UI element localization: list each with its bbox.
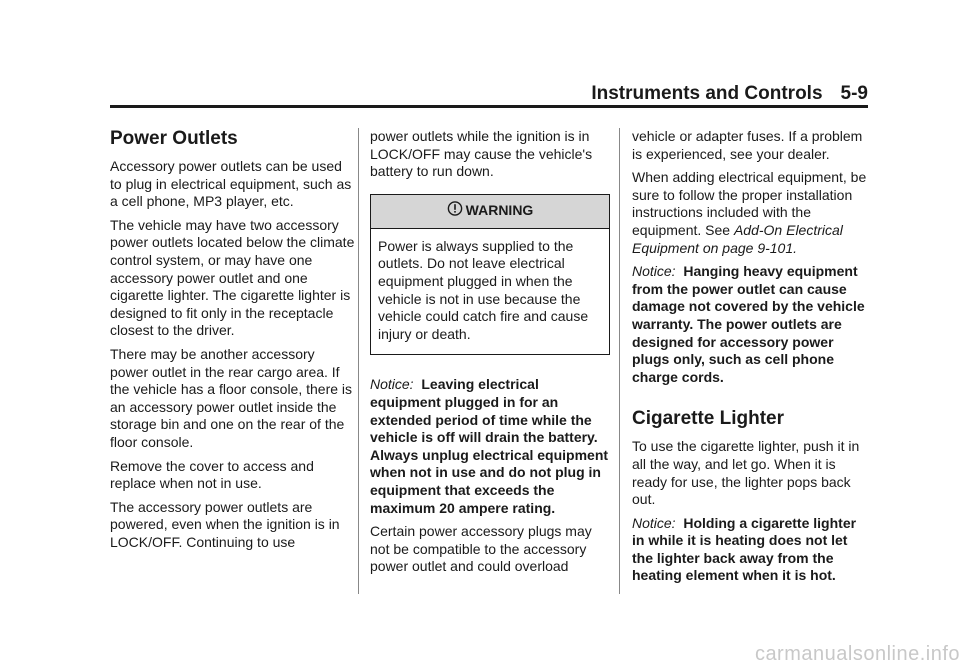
column-divider-2 (619, 128, 620, 594)
notice (370, 376, 610, 517)
paragraph: There may be another accessory power outlet in the rear cargo area. If the vehicle has a floor console, there is an accessory power outlet inside the storage bin and one on the rear of the floor console. (110, 345, 353, 450)
page-number: 5-9 (840, 83, 868, 104)
notice (632, 515, 872, 585)
column-2 (370, 128, 610, 576)
warning-header (371, 195, 609, 229)
column-divider-1 (358, 128, 359, 594)
notice-text: Holding a cigarette lighter in while it is heating does not let the lighter back away from the heating element when it is hot. (632, 514, 857, 584)
warning-box (370, 194, 610, 356)
warning-title: WARNING (465, 202, 534, 219)
header-rule (110, 105, 868, 108)
paragraph: power outlets while the ignition is in LOCK/OFF may cause the vehicle's battery to run down. (370, 128, 593, 180)
notice-text: Leaving electrical equipment plugged in for an extended period of time while the vehicle is off will drain the battery. Always unplug electrical equipment when not in use and do not plug in equipment that exceeds the maximum 20 ampere rating. (370, 376, 609, 516)
section-title: Instruments and Controls (591, 83, 823, 104)
cross-reference-link[interactable]: Add-On Electrical Equipment on page 9-101. (632, 221, 843, 256)
cigarette-lighter-heading: Cigarette Lighter (632, 408, 785, 430)
column-1 (110, 128, 356, 551)
notice-label: Notice: (632, 514, 676, 531)
install-text: When adding electrical equipment, be sure to follow the proper installation instructions included with the equipment. See (632, 169, 867, 238)
paragraph: vehicle or adapter fuses. If a problem is experienced, see your dealer. (632, 128, 863, 162)
paragraph: Remove the cover to access and replace when not in use. (110, 457, 314, 492)
notice (632, 263, 872, 386)
paragraph: Certain power accessory plugs may not be compatible to the accessory power outlet and could overload (370, 523, 592, 575)
notice-text: Hanging heavy equipment from the power outlet can cause damage not covered by the vehicle warranty. The power outlets are designed for accessory power plugs only, such as cell phone charge cords. (632, 263, 865, 385)
warning-triangle-icon (447, 201, 463, 221)
paragraph: To use the cigarette lighter, push it in all the way, and let go. When it is ready for use, the lighter pops back out. (632, 438, 860, 508)
column-3 (632, 128, 872, 585)
paragraph (632, 169, 872, 257)
paragraph: The vehicle may have two accessory power outlets located below the climate control system, or may have one accessory power outlet and one cigarette lighter. The cigarette lighter is designed to fit only in the receptacle closest to the driver. (110, 216, 355, 339)
warning-text: Power is always supplied to the outlets. Do not leave electrical equipment plugged in when the vehicle is not in use because the vehicle could catch fire and cause injury or death. (378, 237, 589, 342)
watermark: carmanualsonline.info (754, 643, 960, 665)
power-outlets-heading: Power Outlets (110, 128, 238, 149)
page-header (110, 83, 868, 105)
notice-label: Notice: (632, 263, 676, 280)
paragraph: The accessory power outlets are powered, even when the ignition is in LOCK/OFF. Continuing to use (110, 498, 340, 550)
paragraph: Accessory power outlets can be used to plug in electrical equipment, such as a cell phone, MP3 player, etc. (110, 158, 352, 210)
notice-label: Notice: (370, 376, 414, 393)
